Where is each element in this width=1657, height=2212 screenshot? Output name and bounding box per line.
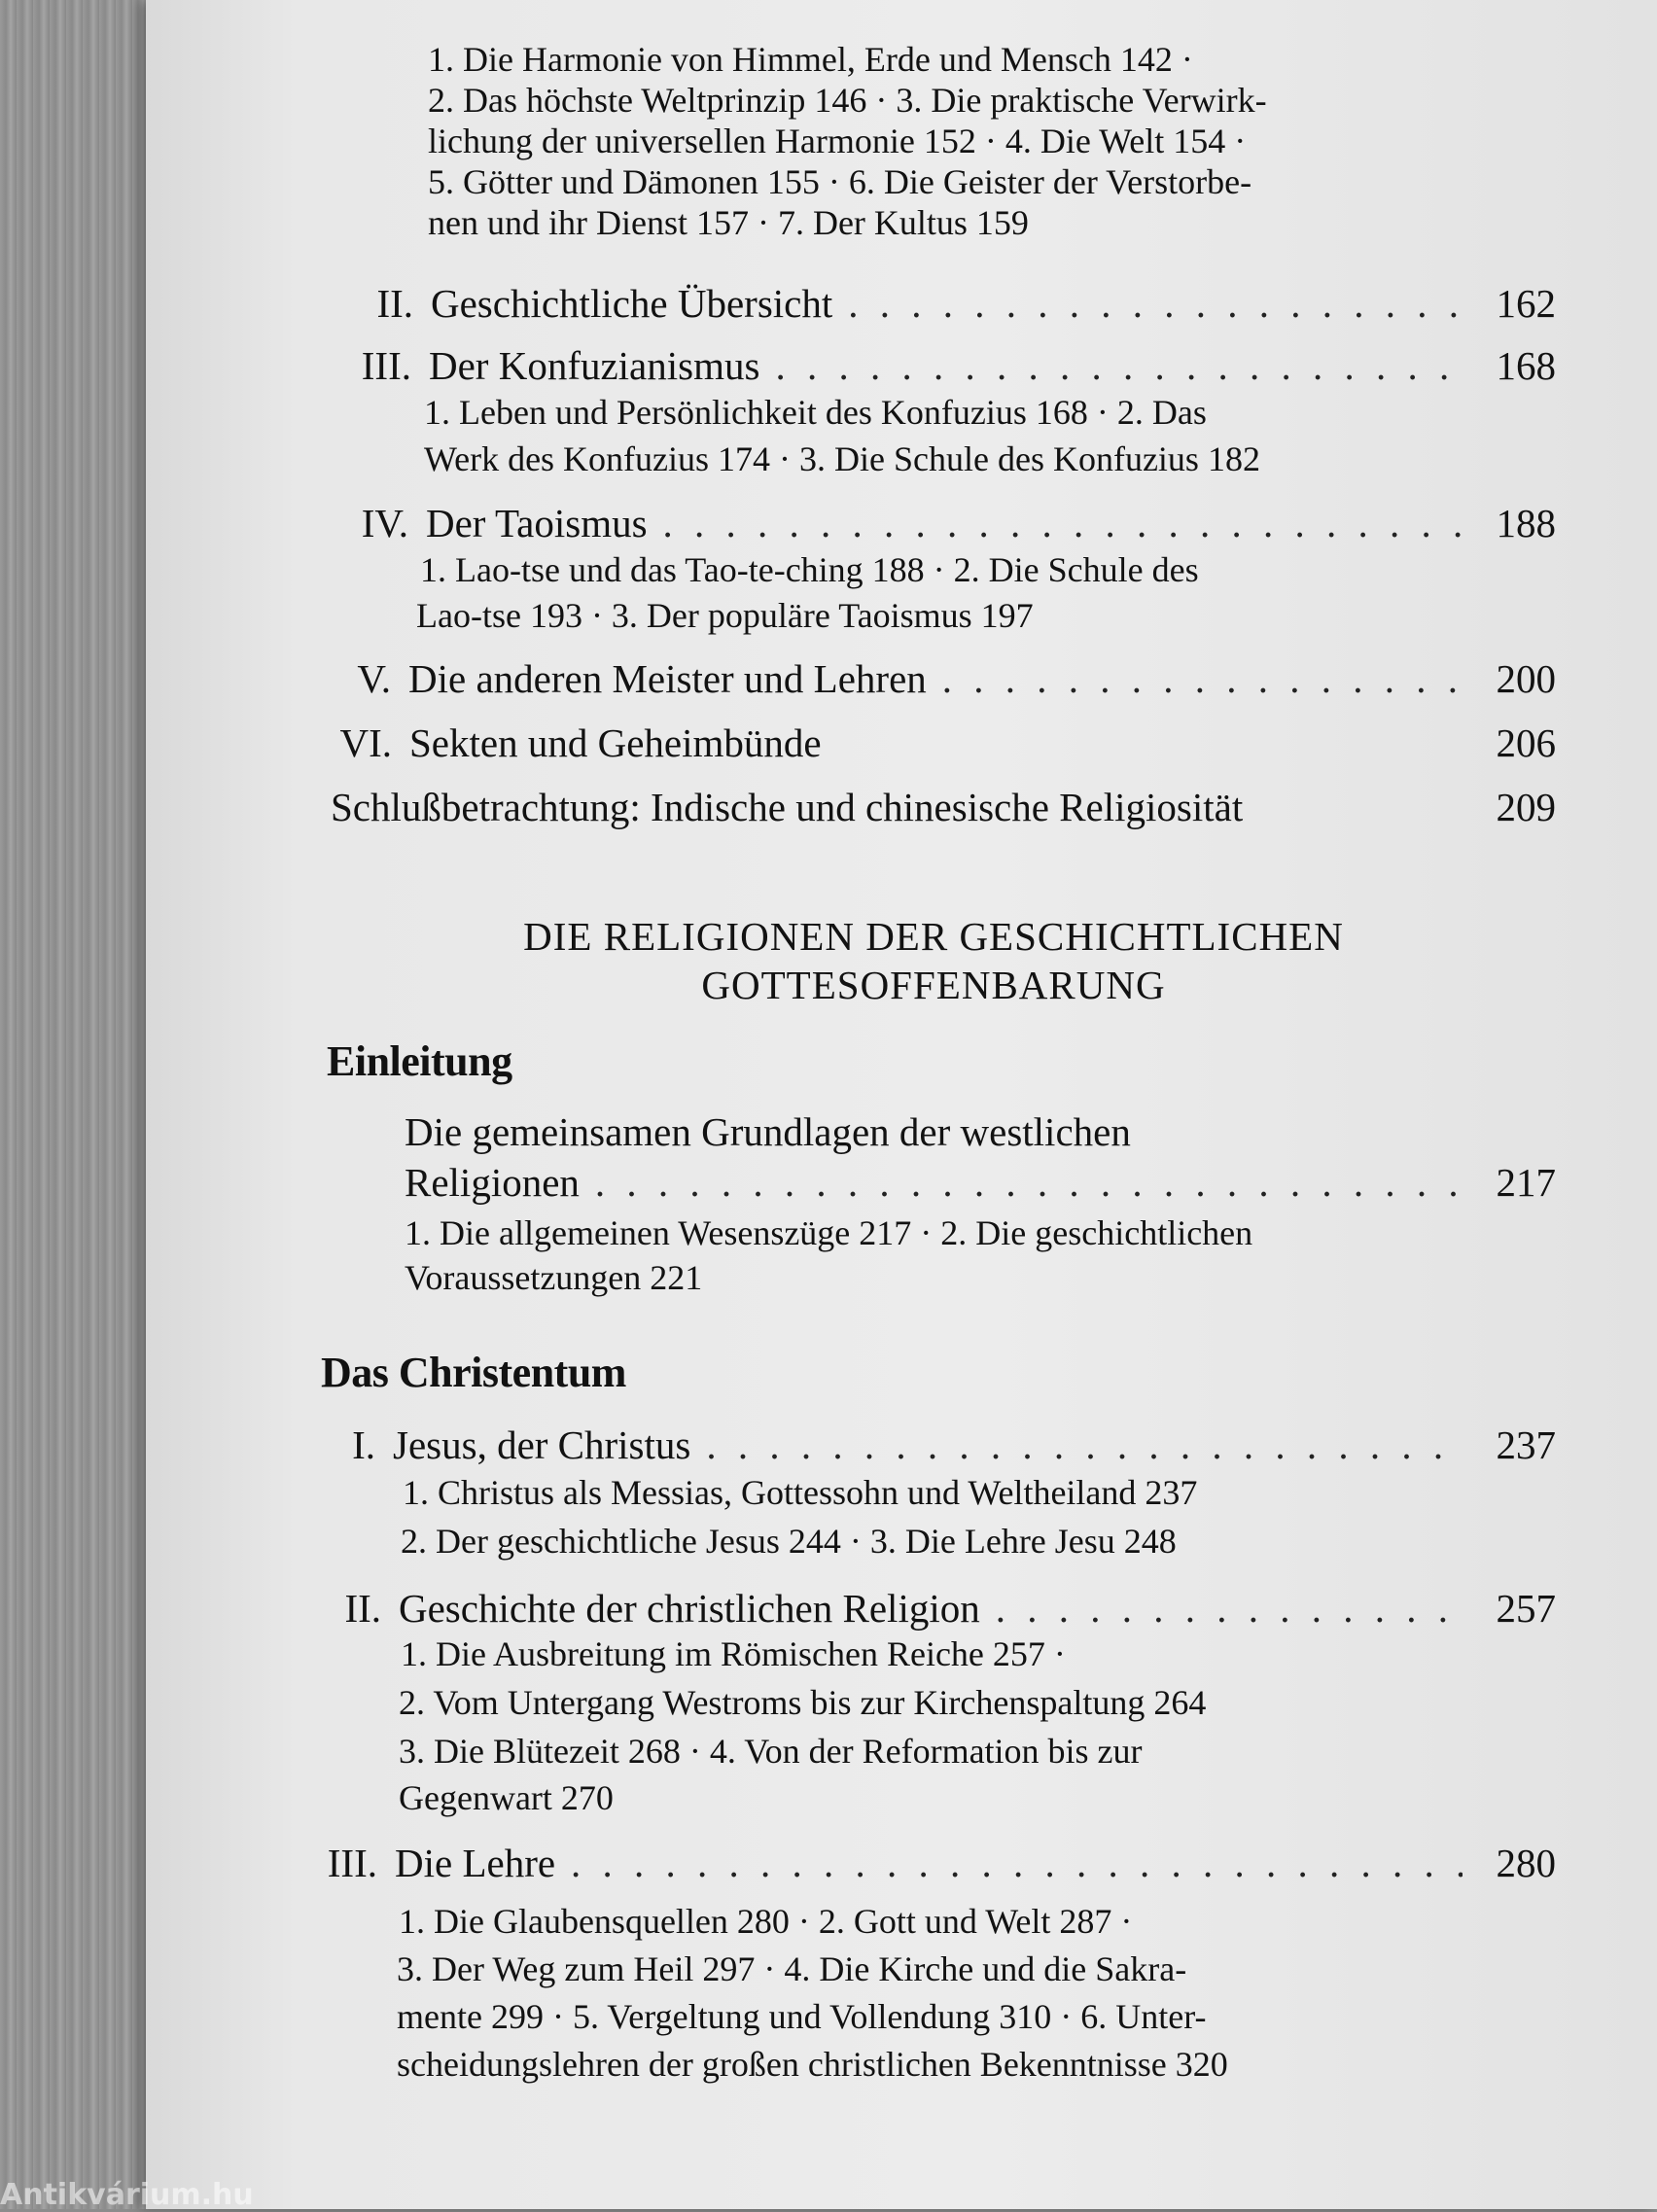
entry-title: Die gemeinsamen Grundlagen der westlichen xyxy=(405,1109,1131,1154)
entry-title: Die Lehre xyxy=(395,1841,556,1885)
toc-subline: 1. Die allgemeinen Wesenszüge 217 · 2. Die geschichtlichen xyxy=(405,1213,1253,1252)
toc-entry[interactable] xyxy=(309,1840,1556,1886)
section-title: GOTTESOFFENBARUNG xyxy=(701,963,1166,1007)
entry-page: 237 xyxy=(1496,1422,1556,1467)
toc-subline: Werk des Konfuzius 174 · 3. Die Schule des Konfuzius 182 xyxy=(424,439,1260,478)
section-heading: Einleitung xyxy=(327,1037,512,1085)
leader-dots xyxy=(595,1159,1463,1206)
table-surface xyxy=(0,0,160,2209)
section-title: DIE RELIGIONEN DER GESCHICHTLICHEN xyxy=(523,914,1344,959)
entry-page: 200 xyxy=(1496,656,1556,701)
entry-number: V. xyxy=(357,656,391,701)
toc-subline: Lao-tse 193 · 3. Der populäre Taoismus 197 xyxy=(416,596,1034,635)
entry-title: Der Taoismus xyxy=(426,501,648,545)
toc-entry[interactable] xyxy=(405,1159,1556,1206)
toc-entry-title-line xyxy=(405,1108,1556,1155)
entry-number: III. xyxy=(361,343,411,388)
entry-page: 217 xyxy=(1496,1160,1556,1205)
toc-subline: nen und ihr Dienst 157 · 7. Der Kultus 159 xyxy=(428,203,1029,242)
entry-title: Der Konfuzianismus xyxy=(429,343,760,388)
entry-number: VI. xyxy=(339,720,392,765)
toc-subline: 1. Lao-tse und das Tao-te-ching 188 · 2. Die Schule des xyxy=(420,550,1199,589)
toc-subline: scheidungslehren der großen christlichen Bekenntnisse 320 xyxy=(397,2045,1228,2084)
toc-entry[interactable] xyxy=(326,720,1556,766)
entry-page: 168 xyxy=(1496,343,1556,388)
toc-subline: Gegenwart 270 xyxy=(399,1778,614,1817)
leader-dots xyxy=(848,280,1463,327)
toc-subline: 5. Götter und Dämonen 155 · 6. Die Geister der Verstorbe- xyxy=(428,162,1252,201)
leader-dots xyxy=(706,1422,1463,1468)
entry-page: 280 xyxy=(1496,1841,1556,1885)
toc-entry[interactable] xyxy=(321,1422,1556,1468)
entry-title: Schlußbetrachtung: Indische und chinesische Religiosität xyxy=(331,785,1244,829)
entry-page: 162 xyxy=(1496,281,1556,326)
toc-subline: 3. Die Blütezeit 268 · 4. Von der Reformation bis zur xyxy=(399,1732,1143,1771)
toc-subline: 2. Vom Untergang Westroms bis zur Kirchenspaltung 264 xyxy=(399,1683,1207,1722)
section-heading: Das Christentum xyxy=(321,1349,626,1396)
toc-subline: 1. Die Harmonie von Himmel, Erde und Mensch 142 · xyxy=(428,40,1193,79)
toc-subline: 1. Die Ausbreitung im Römischen Reiche 257 · xyxy=(401,1634,1066,1673)
entry-number: IV. xyxy=(361,501,408,545)
entry-number: I. xyxy=(352,1422,375,1467)
entry-number: III. xyxy=(327,1841,377,1885)
entry-page: 209 xyxy=(1496,785,1556,829)
toc-entry[interactable] xyxy=(335,342,1556,389)
toc-entry[interactable] xyxy=(331,655,1556,702)
toc-subline: Voraussetzungen 221 xyxy=(405,1258,703,1297)
entry-title: Geschichte der christlichen Religion xyxy=(399,1586,980,1631)
entry-title: Geschichtliche Übersicht xyxy=(431,281,833,326)
entry-title: Sekten und Geheimbünde xyxy=(409,720,822,765)
toc-subline: 1. Leben und Persönlichkeit des Konfuzius 168 · 2. Das xyxy=(424,393,1207,432)
toc-subline: 1. Die Glaubensquellen 280 · 2. Gott und Welt 287 · xyxy=(399,1902,1133,1941)
entry-page: 257 xyxy=(1496,1586,1556,1631)
entry-page: 188 xyxy=(1496,501,1556,545)
toc-entry[interactable] xyxy=(335,500,1556,546)
toc-entry[interactable] xyxy=(331,784,1556,830)
toc-entry[interactable] xyxy=(340,280,1556,327)
leader-dots xyxy=(942,655,1463,702)
entry-title: Jesus, der Christus xyxy=(393,1422,691,1467)
entry-page: 206 xyxy=(1496,720,1556,765)
entry-title: Religionen xyxy=(405,1160,580,1205)
toc-subline: mente 299 · 5. Vergeltung und Vollendung 310 · 6. Unter- xyxy=(397,1997,1207,2036)
toc-subline: 1. Christus als Messias, Gottessohn und Weltheiland 237 xyxy=(403,1473,1198,1512)
leader-dots xyxy=(663,500,1463,546)
entry-number: II. xyxy=(344,1586,381,1631)
toc-entry[interactable] xyxy=(321,1585,1556,1632)
entry-number: II. xyxy=(376,281,413,326)
leader-dots xyxy=(996,1585,1463,1632)
toc-subline: 3. Der Weg zum Heil 297 · 4. Die Kirche und die Sakra- xyxy=(397,1949,1187,1988)
leader-dots xyxy=(571,1840,1463,1886)
toc-subline: lichung der universellen Harmonie 152 · 4. Die Welt 154 · xyxy=(428,122,1247,160)
watermark: Antikvárium.hu xyxy=(0,2178,254,2212)
entry-title: Die anderen Meister und Lehren xyxy=(408,656,927,701)
toc-subline: 2. Das höchste Weltprinzip 146 · 3. Die praktische Verwirk- xyxy=(428,81,1267,120)
toc-subline: 2. Der geschichtliche Jesus 244 · 3. Die Lehre Jesu 248 xyxy=(401,1522,1177,1561)
leader-dots xyxy=(775,342,1463,389)
